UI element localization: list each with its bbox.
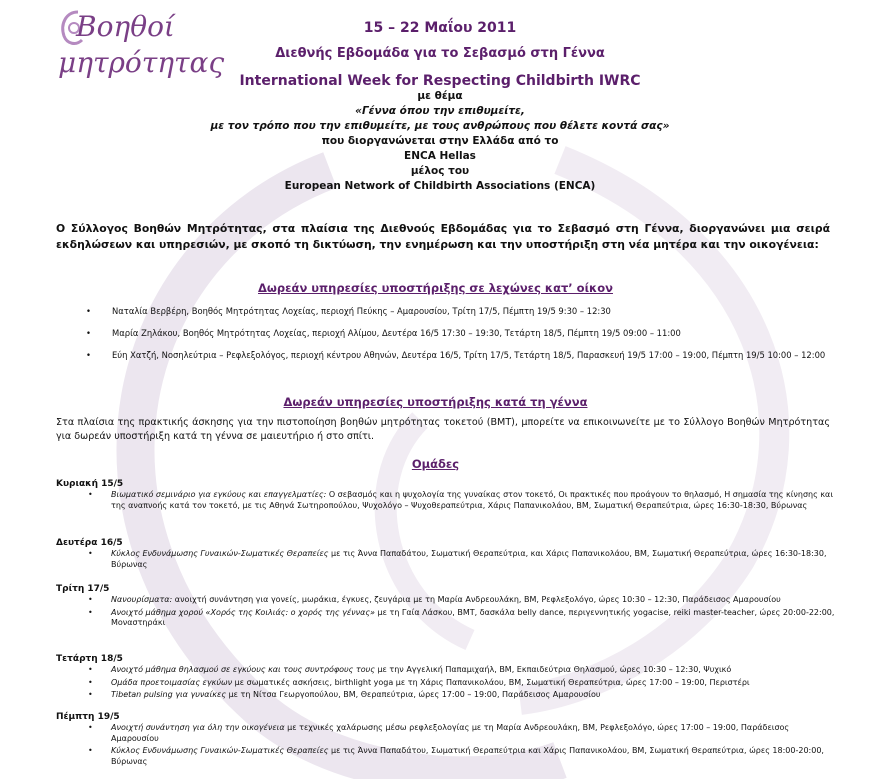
day-name: Πέμπτη 19/5 — [56, 712, 120, 722]
birth-support-paragraph: Στα πλαίσια της πρακτικής άσκησης για την πιστοποίηση βοηθών μητρότητας τοκετού (ΒΜΤ), μπορείτε να επικοινωνείτε με το Σύλλογο Βοηθών Μητρότητας για δωρεάν υποστήριξη κατά τη γέννα σε μαιευτήριο ή στο σπίτι. — [56, 417, 830, 442]
list-item: • Εύη Χατζή, Νοσηλεύτρια – Ρεφλεξολόγος, περιοχή κέντρου Αθηνών, Δευτέρα 16/5, Τρίτη 17/5, Τετάρτη 18/5, Παρασκευή 19/5 17:00 – 19:00, Πέμπτη 19/5 10:00 – 12:00 — [86, 350, 826, 360]
group-entry: • Ανοιχτό μάθημα χορού «Χορός της Κοιλιάς: ο χορός της γέννας» με τη Γαία Λάσκου, ΒΜΤ, δασκάλα belly dance, περιγεννητικής yogacise, reiki master-teacher, ώρες 20:00-22:00, Μοναστηράκι — [88, 607, 835, 627]
day-wednesday — [56, 654, 836, 703]
list-item: • Μαρία Ζηλάκου, Βοηθός Μητρότητας Λοχείας, περιοχή Αλίμου, Δευτέρα 16/5 17:30 – 19:30, Τετάρτη 18/5, Πέμπτη 19/5 09:00 – 11:00 — [86, 328, 681, 338]
group-entry: • Κύκλος Ενδυνάμωσης Γυναικών-Σωματικές Θεραπείες με τις Άννα Παπαδάτου, Σωματική Θεραπεύτρια και Χάρις Παπανικολάου, ΒΜ, Σωματική Θεραπεύτρια, ώρες 18:00-20:00, Βύρωνας — [88, 746, 824, 766]
header-line2: «Γέννα όπου την επιθυμείτε, — [355, 105, 525, 117]
group-entry: • Ανοιχτό μάθημα θηλασμού σε εγκύους και τους συντρόφους τους με την Αγγελική Παπαμιχαήλ, ΒΜ, Εκπαιδεύτρια Θηλασμού, ώρες 10:30 – 12:30, Ψυχικό — [88, 665, 732, 674]
header-line7: European Network of Childbirth Associations (ENCA) — [284, 180, 596, 192]
group-entry: • Tibetan pulsing για γυναίκες με τη Νίτσα Γεωργοπούλου, ΒΜ, Θεραπεύτρια, ώρες 17:00 – 19:00, Παράδεισος Αμαρουσίου — [88, 690, 601, 699]
bullet-icon: • — [88, 690, 93, 699]
day-sunday — [56, 479, 836, 513]
bullet-icon: • — [88, 490, 93, 499]
bullet-icon: • — [88, 665, 93, 674]
bullet-icon: • — [86, 328, 91, 338]
header-line4: που διοργανώνεται στην Ελλάδα από το — [321, 135, 559, 147]
day-monday — [56, 538, 836, 572]
bullet-icon: • — [86, 306, 91, 316]
bullet-icon: • — [88, 595, 93, 604]
header-title-en: International Week for Respecting Childbirth IWRC — [239, 73, 641, 89]
bullet-icon: • — [88, 723, 93, 732]
bullet-icon: • — [88, 549, 93, 558]
home-support-list — [86, 306, 830, 372]
intro-paragraph: Ο Σύλλογος Βοηθών Μητρότητας, στα πλαίσια της Διεθνούς Εβδομάδας για το Σεβασμό στη Γέννα, διοργανώνει μια σειρά εκδηλώσεων και υπηρεσιών, με σκοπό τη δικτύωση, την ενημέρωση και την υποστήριξη στη νέα μητέρα και την οικογένεια: — [56, 222, 830, 251]
logo-line2: μητρότητας — [58, 46, 225, 79]
bullet-icon: • — [88, 607, 93, 617]
group-entry: • Βιωματικό σεμινάριο για εγκύους και επαγγελματίες: Ο σεβασμός και η ψυχολογία της γυναίκας στον τοκετό, Οι πρακτικές που προάγουν το θηλασμό, Η σημασία της κίνησης και της αναπνοής κατά τον τοκετό, με τις Αθηνά Σωτηροπούλου, Ψυχολόγο – Ψυχοθεραπεύτρια, Χάρις Παπανικολάου, ΒΜ, Σωματική Θεραπεύτρια, ώρες 16:30-18:30, Βύρωνας — [88, 490, 834, 510]
section2-title: Δωρεάν υπηρεσίες υποστήριξης κατά τη γέννα — [283, 395, 588, 409]
group-entry: • Κύκλος Ενδυνάμωσης Γυναικών-Σωματικές Θεραπείες με τις Άννα Παπαδάτου, Σωματική Θεραπεύτρια, και Χάρις Παπανικολάου, ΒΜ, Σωματική Θεραπεύτρια, ώρες 16:30-18:30, Βύρωνας — [88, 549, 827, 569]
day-tuesday — [56, 584, 836, 631]
day-name: Κυριακή 15/5 — [56, 479, 124, 489]
header-line6: μέλος του — [410, 165, 470, 177]
group-entry: • Ομάδα προετοιμασίας εγκύων με σωματικές ασκήσεις, birthlight yoga με τη Χάρις Παπανικολάου, ΒΜ, Σωματική Θεραπεύτρια, ώρες 17:00 – 19:00, Περιστέρι — [88, 677, 750, 687]
bullet-icon: • — [88, 746, 93, 755]
day-name: Τετάρτη 18/5 — [56, 654, 123, 664]
header-line3: με τον τρόπο που την επιθυμείτε, με τους ανθρώπους που θέλετε κοντά σας» — [210, 120, 670, 132]
group-entry: • Ανοιχτή συνάντηση για όλη την οικογένεια με τεχνικές χαλάρωσης μέσω ρεφλεξολογίας με τη Μαρία Ανδρεουλάκη, ΒΜ, Ρεφλεξολόγο, ώρες 17:00 – 19:00, Παράδεισος Αμαρουσίου — [88, 723, 790, 743]
header-title-gr: Διεθνής Εβδομάδα για το Σεβασμό στη Γέννα — [275, 46, 605, 61]
section1-title: Δωρεάν υπηρεσίες υποστήριξης σε λεχώνες κατ’ οίκον — [258, 281, 613, 295]
groups-title: Ομάδες — [411, 457, 460, 471]
day-thursday — [56, 712, 836, 769]
bullet-icon: • — [88, 677, 93, 687]
bullet-icon: • — [86, 350, 91, 360]
group-entry: • Νανουρίσματα: ανοιχτή συνάντηση για γονείς, μωράκια, έγκυες, ζευγάρια με τη Μαρία Ανδρεουλάκη, ΒΜ, Ρεφλεξολόγο, ώρες 10:30 – 12:30, Παράδεισος Αμαρουσίου — [88, 595, 781, 604]
day-name: Δευτέρα 16/5 — [56, 538, 123, 548]
day-name: Τρίτη 17/5 — [56, 584, 110, 594]
list-item: • Ναταλία Βερβέρη, Βοηθός Μητρότητας Λοχείας, περιοχή Πεύκης – Αμαρουσίου, Τρίτη 17/5, Πέμπτη 19/5 9:30 – 12:30 — [86, 306, 611, 316]
logo-line1: Βοηθοί — [76, 10, 175, 43]
header — [160, 20, 720, 194]
header-line1: με θέμα — [417, 90, 463, 102]
header-line5: ENCA Hellas — [404, 150, 476, 162]
header-dates: 15 – 22 Μαΐου 2011 — [363, 20, 517, 36]
